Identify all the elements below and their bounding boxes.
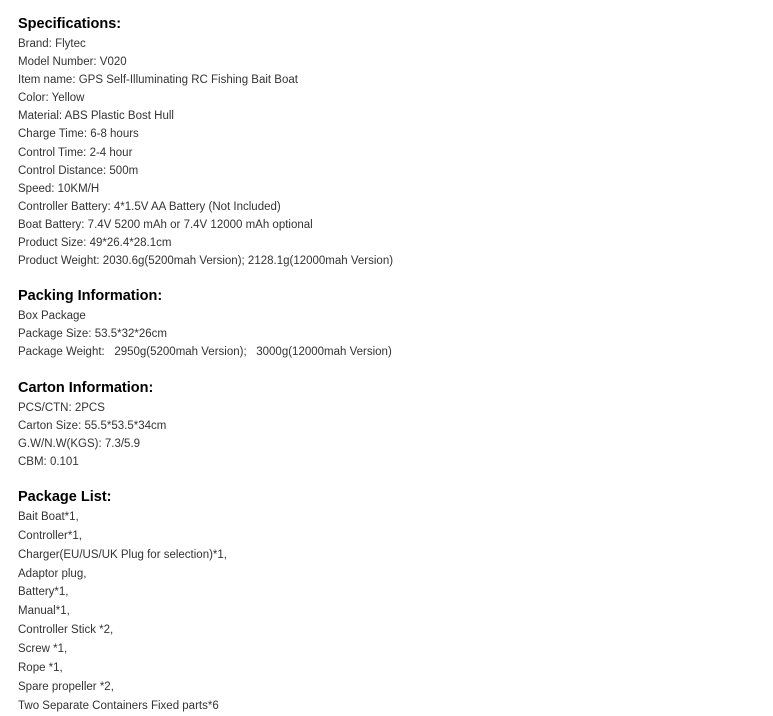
package-list-item: Rope *1, bbox=[18, 662, 63, 674]
spec-line: Controller Battery: 4*1.5V AA Battery (Not Included) bbox=[18, 200, 281, 213]
package-list-item: Charger(EU/US/UK Plug for selection)*1, bbox=[18, 548, 227, 561]
carton-heading: Carton Information: bbox=[18, 379, 154, 396]
specifications-heading: Specifications: bbox=[18, 16, 122, 32]
spec-line: Charge Time: 6-8 hours bbox=[18, 128, 139, 141]
spec-line: Material: ABS Plastic Bost Hull bbox=[18, 110, 174, 123]
spec-line: Speed: 10KM/H bbox=[18, 182, 100, 195]
product-description bbox=[18, 13, 758, 716]
package-list-item: Manual*1, bbox=[18, 605, 70, 618]
spec-line: Color: Yellow bbox=[18, 92, 85, 105]
spec-line: Item name: GPS Self-Illuminating RC Fishing Bait Boat bbox=[18, 74, 298, 87]
spec-line: Control Distance: 500m bbox=[18, 164, 139, 177]
packing-line: Package Size: 53.5*32*26cm bbox=[18, 328, 167, 341]
package-list-item: Bait Boat*1, bbox=[18, 510, 79, 523]
specifications-section bbox=[18, 13, 758, 270]
package-list-item: Spare propeller *2, bbox=[18, 680, 114, 693]
package-list-item: Battery*1, bbox=[18, 586, 69, 599]
spec-line: Boat Battery: 7.4V 5200 mAh or 7.4V 12000 mAh optional bbox=[18, 218, 313, 231]
package-list-section bbox=[18, 486, 758, 716]
packing-section bbox=[18, 285, 758, 361]
spec-line: Brand: Flytec bbox=[18, 38, 86, 50]
spec-line: Control Time: 2-4 hour bbox=[18, 146, 133, 159]
spec-line: Product Weight: 2030.6g(5200mah Version); 2128.1g(12000mah Version) bbox=[18, 255, 394, 268]
spec-line: Model Number: V020 bbox=[18, 56, 127, 69]
package-list-item: Screw *1, bbox=[18, 643, 68, 656]
carton-line: CBM: 0.101 bbox=[18, 455, 79, 468]
package-list-item: Two Separate Containers Fixed parts*6 bbox=[18, 699, 219, 712]
carton-line: PCS/CTN: 2PCS bbox=[18, 401, 105, 414]
packing-line: Box Package bbox=[18, 310, 86, 323]
carton-section bbox=[18, 377, 758, 471]
spec-line: Product Size: 49*26.4*28.1cm bbox=[18, 237, 172, 250]
carton-line: G.W/N.W(KGS): 7.3/5.9 bbox=[18, 437, 141, 450]
package-list-heading: Package List: bbox=[18, 488, 112, 505]
package-list-item: Controller Stick *2, bbox=[18, 624, 114, 637]
packing-line: Package Weight: 2950g(5200mah Version); 3000g(12000mah Version) bbox=[18, 346, 392, 359]
package-list-item: Controller*1, bbox=[18, 529, 82, 542]
package-list-item: Adaptor plug, bbox=[18, 567, 87, 580]
packing-heading: Packing Information: bbox=[18, 288, 163, 305]
carton-line: Carton Size: 55.5*53.5*34cm bbox=[18, 419, 167, 432]
